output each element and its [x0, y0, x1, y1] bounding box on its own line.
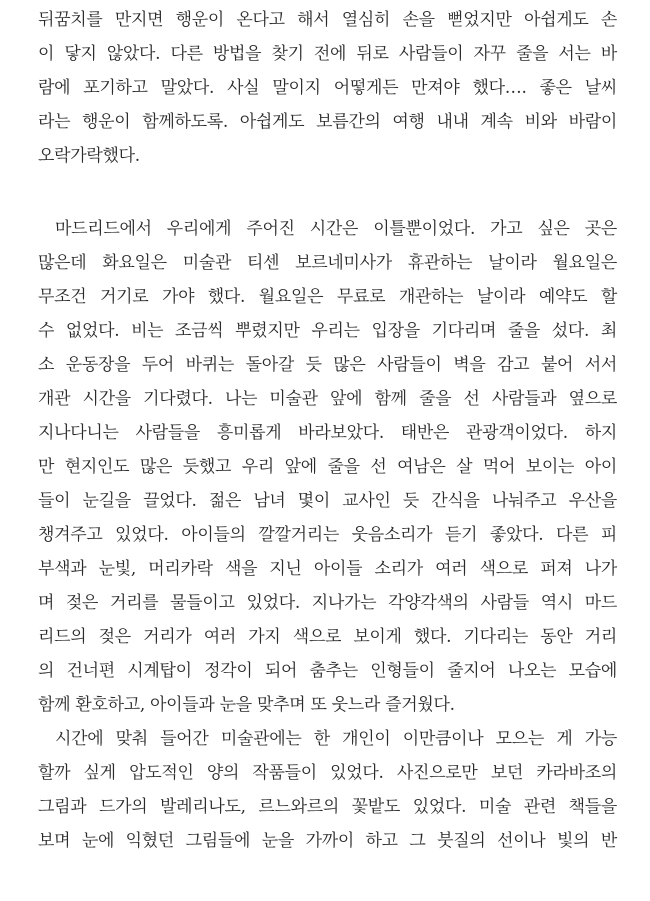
text-line: 들이 눈길을 끌었다. 젊은 남녀 몇이 교사인 듯 간식을 나눠주고 우산을	[38, 491, 617, 511]
text-line: 소 운동장을 두어 바퀴는 돌아갈 듯 많은 사람들이 벽을 감고 붙어 서서	[38, 355, 617, 375]
text-line: 할까 싶게 압도적인 양의 작품들이 있었다. 사진으로만 보던 카라바조의	[38, 763, 617, 783]
text-line: 수 없었다. 비는 조금씩 뿌렸지만 우리는 입장을 기다리며 줄을 섰다. 최	[38, 321, 617, 341]
text-line: 라는 행운이 함께하도록. 아쉽게도 보름간의 여행 내내 계속 비와 바람이	[38, 112, 617, 132]
text-line: 지나다니는 사람들을 흥미롭게 바라보았다. 태반은 관광객이었다. 하지	[38, 423, 617, 443]
text-line: 그림과 드가의 발레리나도, 르느와르의 꽃밭도 있었다. 미술 관련 책들을	[38, 797, 617, 817]
text-line: 함께 환호하고, 아이들과 눈을 맞추며 또 웃느라 즐거웠다.	[38, 695, 455, 715]
text-line: 챙겨주고 있었다. 아이들의 깔깔거리는 웃음소리가 듣기 좋았다. 다른 피	[38, 525, 617, 545]
text-line: 의 건너편 시계탑이 정각이 되어 춤추는 인형들이 줄지어 나오는 모습에	[38, 661, 617, 681]
text-line: 많은데 화요일은 미술관 티센 보르네미사가 휴관하는 날이라 월요일은	[38, 253, 617, 273]
paragraph-spacer	[38, 173, 617, 212]
text-line: 무조건 거기로 가야 했다. 월요일은 무료로 개관하는 날이라 예약도 할	[38, 287, 617, 307]
text-line: 며 젖은 거리를 물들이고 있었다. 지나가는 각양각색의 사람들 역시 마드	[38, 593, 617, 613]
text-line: 이 닿지 않았다. 다른 방법을 찾기 전에 뒤로 사람들이 자꾸 줄을 서는 바	[38, 44, 617, 64]
paragraph-3	[38, 722, 617, 858]
paragraph-2	[38, 212, 617, 722]
text-line: 오락가락했다.	[38, 146, 140, 166]
text-line: 보며 눈에 익혔던 그림들에 눈을 가까이 하고 그 붓질의 선이나 빛의 반	[38, 831, 617, 851]
text-line: 람에 포기하고 말았다. 사실 말이지 어떻게든 만져야 했다…. 좋은 날씨	[38, 78, 617, 98]
text-line: 뒤꿈치를 만지면 행운이 온다고 해서 열심히 손을 뻗었지만 아쉽게도 손	[38, 10, 617, 30]
paragraph-1	[38, 3, 617, 173]
text-line: 만 현지인도 많은 듯했고 우리 앞에 줄을 선 여남은 살 먹어 보이는 아이	[38, 457, 617, 477]
text-line: 리드의 젖은 거리가 여러 가지 색으로 보이게 했다. 기다리는 동안 거리	[38, 627, 617, 647]
text-line: 부색과 눈빛, 머리카락 색을 지닌 아이들 소리가 여러 색으로 퍼져 나가	[38, 559, 617, 579]
text-line: 시간에 맞춰 들어간 미술관에는 한 개인이 이만큼이나 모으는 게 가능	[55, 729, 617, 749]
text-line: 마드리드에서 우리에게 주어진 시간은 이틀뿐이었다. 가고 싶은 곳은	[55, 219, 617, 239]
text-line: 개관 시간을 기다렸다. 나는 미술관 앞에 함께 줄을 선 사람들과 옆으로	[38, 389, 617, 409]
